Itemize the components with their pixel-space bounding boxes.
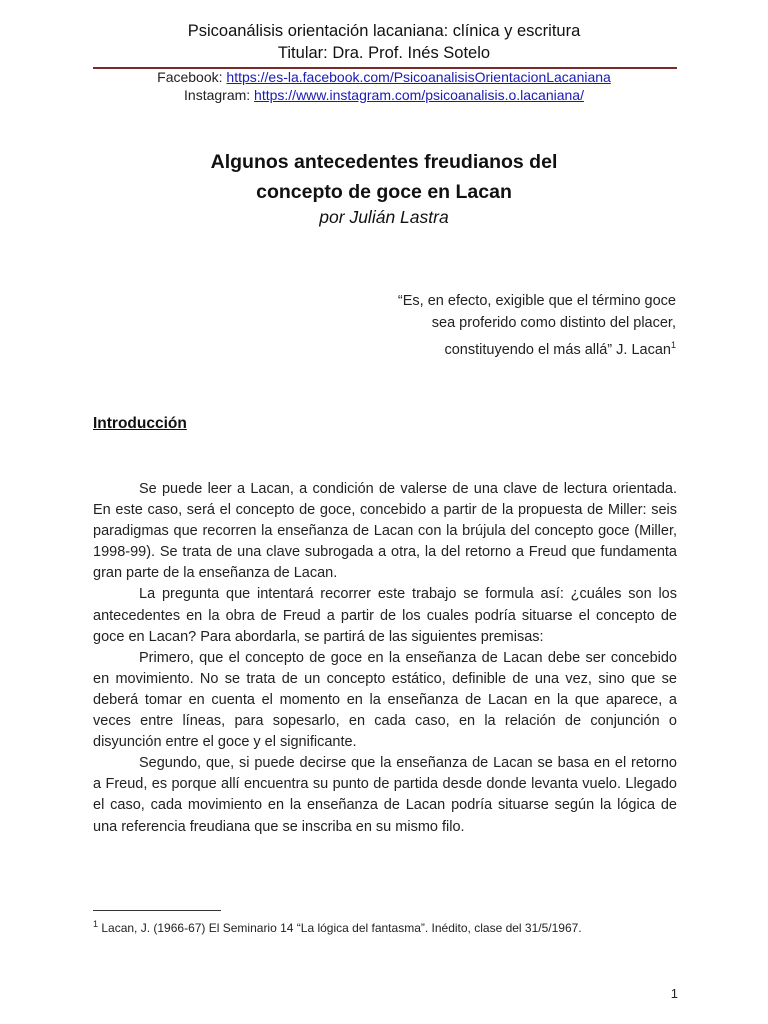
footnote-text: Lacan, J. (1966-67) El Seminario 14 “La lógica del fantasma”. Inédito, clase del 31/5/1967. <box>98 921 582 935</box>
instagram-line <box>0 86 768 104</box>
footnote-divider <box>93 910 221 911</box>
paragraph: Primero, que el concepto de goce en la enseñanza de Lacan debe ser concebido en movimiento. No se trata de un concepto estático, definible de una vez, sino que se deberá tomar en cuenta el momento en la enseñanza de Lacan en la que aparece, a veces entre líneas, para sopesarlo, en cada caso, en la relación de conjunción o disyunción entre el goce y el significante. <box>93 649 677 751</box>
epigraph-line-3-text: constituyendo el más allá” J. Lacan <box>444 341 671 358</box>
header-titular: Titular: Dra. Prof. Inés Sotelo <box>277 44 491 62</box>
epigraph-line-2: sea proferido como distinto del placer, <box>431 315 676 331</box>
document-header <box>0 20 768 64</box>
epigraph-line-1: “Es, en efecto, exigible que el término goce <box>397 293 676 309</box>
article-title-line-1: Algunos antecedentes freudianos del <box>210 151 558 173</box>
page-number: 1 <box>670 986 678 1001</box>
instagram-link[interactable]: https://www.instagram.com/psicoanalisis.o.lacaniana/ <box>254 87 584 103</box>
header-course-title: Psicoanálisis orientación lacaniana: clínica y escritura <box>187 22 581 40</box>
paragraph: La pregunta que intentará recorrer este trabajo se formula así: ¿cuáles son los antecedentes en la obra de Freud a partir de los cuales podría situarse el concepto de goce en Lacan? Para abordarla, se partirá de las siguientes premisas: <box>93 586 677 645</box>
facebook-label: Facebook: <box>157 69 227 85</box>
footnote-mark: 1 <box>93 919 99 929</box>
epigraph-line-3 <box>398 334 676 361</box>
body-text <box>93 479 677 838</box>
social-links <box>0 68 768 104</box>
paragraph: Segundo, que, si puede decirse que la enseñanza de Lacan se basa en el retorno a Freud, es porque allí encuentra su punto de partida desde donde levanta vuelo. Llegado el caso, cada movimiento en la enseñanza de Lacan podría situarse según la lógica de una referencia freudiana que se inscriba en su mismo filo. <box>93 755 677 835</box>
facebook-line <box>0 68 768 86</box>
article-author: por Julián Lastra <box>319 207 449 227</box>
facebook-link[interactable]: https://es-la.facebook.com/PsicoanalisisOrientacionLacaniana <box>226 69 611 85</box>
footnote-reference[interactable]: 1 <box>670 340 676 350</box>
section-heading: Introducción <box>93 415 187 432</box>
footnote <box>93 919 582 935</box>
article-title <box>0 147 768 207</box>
epigraph <box>398 290 676 361</box>
instagram-label: Instagram: <box>184 87 255 103</box>
article-title-line-2: concepto de goce en Lacan <box>256 181 512 203</box>
paragraph: Se puede leer a Lacan, a condición de valerse de una clave de lectura orientada. En este caso, será el concepto de goce, concebido a partir de la propuesta de Miller: seis paradigmas que recorren la enseñanza de Lacan con la brújula del concepto goce (Miller, 1998-99). Se trata de una clave subrogada a otra, la del retorno a Freud que fundamenta gran parte de la enseñanza de Lacan. <box>93 481 677 582</box>
